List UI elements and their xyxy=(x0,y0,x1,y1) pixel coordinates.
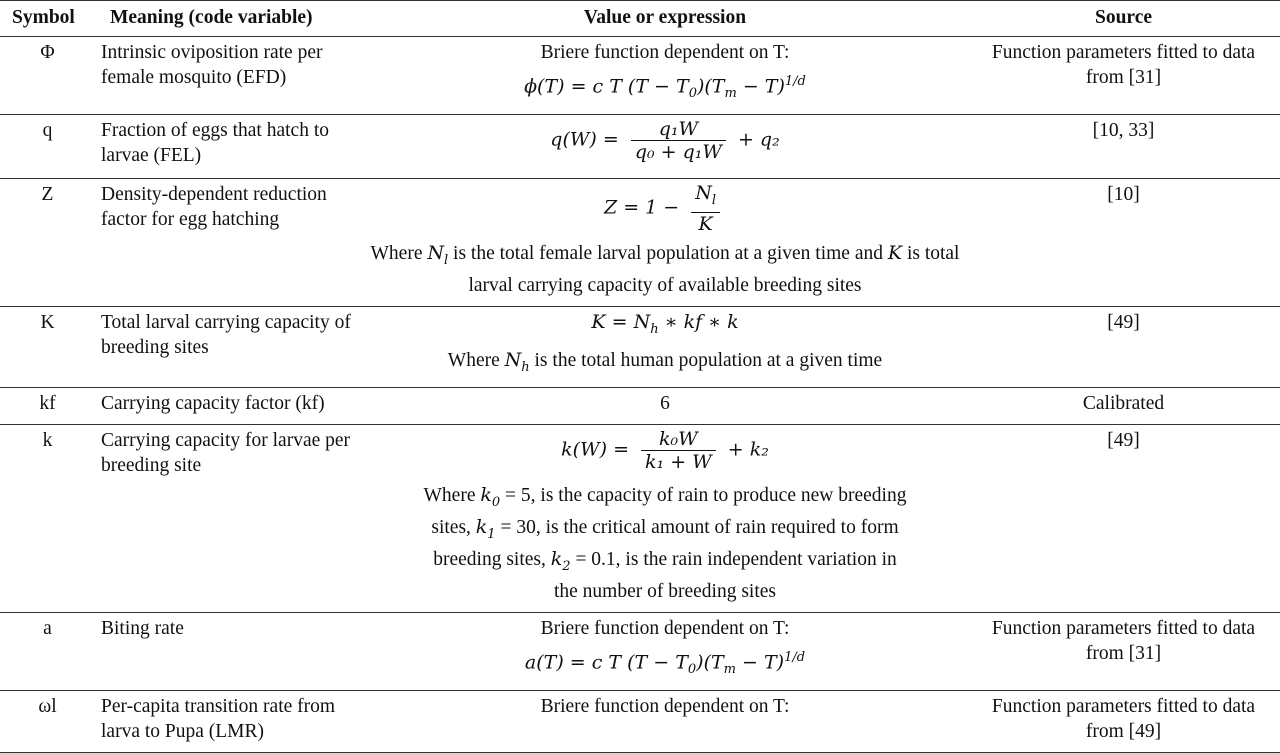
source-cell: [49] xyxy=(1107,430,1140,452)
equation-lhs: k(W) = xyxy=(561,438,629,461)
table-row xyxy=(0,690,1280,752)
source-cell: Function parameters fitted to data from [49] xyxy=(991,695,1256,742)
fraction-numerator: k₀W xyxy=(641,428,716,451)
value-note: Where $N_l$ is the total female larval population at a given time and K is total larval carrying capacity of available breeding sites xyxy=(370,241,960,296)
table-row xyxy=(0,425,1280,612)
equation: a(T) = c T $(T - T_0)(T_m - T)^{1/d}$ xyxy=(524,649,806,677)
value-cell: Briere function dependent on T: xyxy=(540,695,790,717)
meaning-cell: Intrinsic oviposition rate per female mosquito (EFD) xyxy=(101,42,323,88)
meaning-cell: Fraction of eggs that hatch to larvae (FEL) xyxy=(101,120,329,167)
meaning-cell: Density-dependent reduction factor for egg hatching xyxy=(101,184,327,231)
meaning-cell: Total larval carrying capacity of breeding sites xyxy=(101,311,351,358)
table-row xyxy=(0,388,1280,425)
symbol-cell: q xyxy=(42,120,53,142)
equation xyxy=(369,182,961,235)
equation xyxy=(369,428,961,473)
meaning-cell: Carrying capacity for larvae per breeding site xyxy=(101,430,351,477)
equation xyxy=(363,115,967,179)
equation-lhs: Z = 1 − xyxy=(603,196,680,219)
value-text: Briere function dependent on T: xyxy=(540,617,790,639)
fraction-numerator: q₁W xyxy=(631,118,726,141)
header-symbol: Symbol xyxy=(12,7,75,28)
value-cell xyxy=(363,306,967,388)
source-cell: Calibrated xyxy=(1082,393,1165,415)
fraction-denominator: q₀ + q₁W xyxy=(634,141,722,164)
fraction-denominator: k₁ + W xyxy=(645,451,712,474)
symbol-cell: K xyxy=(40,311,55,333)
value-note: Where $N_h$ is the total human population at a given time xyxy=(447,348,883,375)
symbol-cell: ωl xyxy=(38,695,57,717)
meaning-cell: Carrying capacity factor (kf) xyxy=(101,393,325,415)
symbol-cell: k xyxy=(42,430,53,452)
fraction-denominator: K xyxy=(698,212,713,235)
fraction xyxy=(691,182,720,235)
source-cell: [10, 33] xyxy=(1092,120,1155,142)
meaning-cell: Biting rate xyxy=(101,617,184,639)
value-text: Briere function dependent on T: xyxy=(540,42,790,63)
value-cell: 6 xyxy=(660,393,670,415)
header-meaning: Meaning (code variable) xyxy=(110,7,313,28)
equation: $K = N_h$ ∗ kf ∗ k xyxy=(591,310,739,337)
fraction xyxy=(641,428,716,473)
table-row xyxy=(0,306,1280,388)
header-value: Value or expression xyxy=(583,7,747,28)
fraction xyxy=(631,118,726,163)
table-row xyxy=(0,115,1280,179)
source-cell: [49] xyxy=(1107,311,1140,333)
table-row xyxy=(0,37,1280,115)
equation-rhs: + k₂ xyxy=(727,438,769,461)
source-cell: Function parameters fitted to data from [31] xyxy=(991,617,1256,664)
header-row xyxy=(0,1,1280,37)
equation-rhs: + q₂ xyxy=(737,128,780,151)
symbol-cell: Z xyxy=(41,184,54,206)
symbol-cell: Φ xyxy=(40,42,55,63)
symbol-cell: a xyxy=(43,617,52,639)
value-cell xyxy=(363,37,967,115)
value-cell xyxy=(363,612,967,690)
header-source: Source xyxy=(1094,7,1153,28)
table-row xyxy=(0,179,1280,307)
value-cell xyxy=(363,179,967,307)
source-cell: Function parameters fitted to data from [31] xyxy=(991,42,1256,88)
meaning-cell: Per-capita transition rate from larva to Pupa (LMR) xyxy=(101,695,336,742)
table-row xyxy=(0,612,1280,690)
value-cell xyxy=(363,425,967,612)
value-note: Where $k_0 = 5$, is the capacity of rain to produce new breeding sites, $k_1 = 30$, is the critical amount of rain required to form breeding sites, $k_2 = 0.1$, is the rain independent variation in the number of breeding sites xyxy=(423,484,907,602)
fraction-numerator: $N_l$ xyxy=(691,182,720,213)
equation: ϕ(T) = c T $(T - T_0)(T_m - T)^{1/d}$ xyxy=(524,74,806,102)
equation-lhs: q(W) = xyxy=(550,128,619,151)
source-cell: [10] xyxy=(1107,184,1140,206)
symbol-cell: kf xyxy=(39,393,56,415)
